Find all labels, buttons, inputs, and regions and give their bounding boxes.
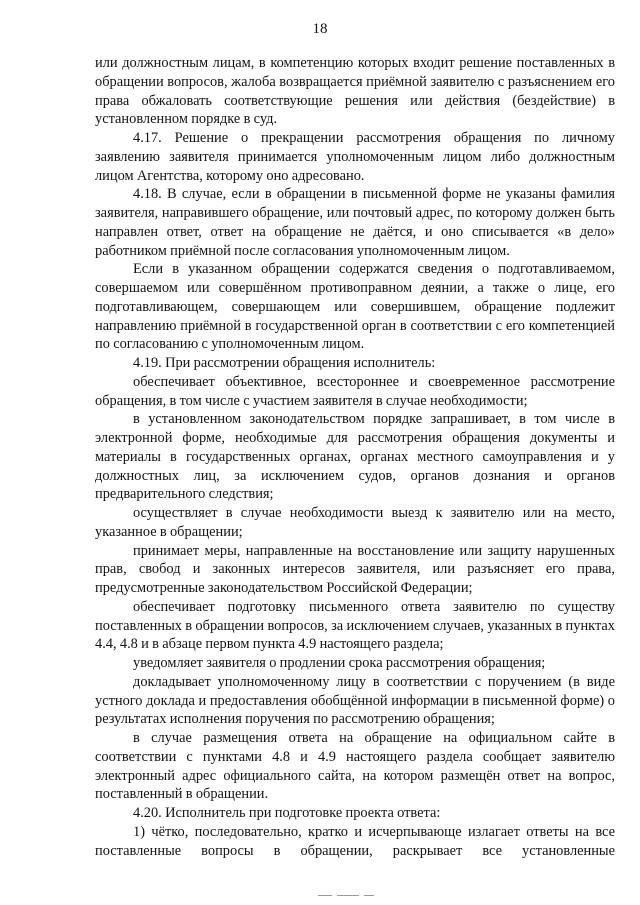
scan-mark [364, 895, 374, 896]
paragraph: 4.17. Решение о прекращении рассмотрения обращения по личному заявлению заявителя принимается уполномоченным лицом либо должностным лицом Агентства, которому оно адресовано. [95, 130, 615, 184]
paragraph: в установленном законодательством порядке запрашивает, в том числе в электронной форме, необходимые для рассмотрения обращения документы и материалы в государственных органах, органах местного самоуправления и у должностных лиц, за исключением судов, органов дознания и органов предварительного следствия; [95, 411, 615, 503]
paragraph: Если в указанном обращении содержатся сведения о подготавливаемом, совершаемом или совершённом противоправном деянии, а также о лице, его подготавливающем, совершающем или совершившем, обращение подлежит направлению приёмной в государственной орган в соответствии с его компетенцией по согласованию с уполномоченным лицом. [95, 261, 615, 353]
document-body [95, 54, 615, 860]
page-number: 18 [312, 21, 328, 37]
paragraph: осуществляет в случае необходимости выезд к заявителю или на место, указанное в обращении; [95, 505, 615, 540]
paragraph: 4.18. В случае, если в обращении в письменной форме не указаны фамилия заявителя, направившего обращение, или почтовый адрес, по которому должен быть направлен ответ, ответ на обращение не даётся, и оно списывается «в дело» работником приёмной после согласования уполномоченным лицом. [95, 186, 615, 259]
paragraph: докладывает уполномоченному лицу в соответствии с поручением (в виде устного доклада и предоставления обобщённой информации в письменной форме) о результатах исполнения поручения по рассмотрению обращения; [95, 673, 615, 728]
paragraph: 4.20. Исполнитель при подготовке проекта ответа: [133, 805, 441, 821]
paragraph: 4.19. При рассмотрении обращения исполнитель: [133, 355, 436, 371]
paragraph: уведомляет заявителя о продлении срока рассмотрения обращения; [133, 655, 546, 671]
scan-mark [318, 895, 332, 896]
paragraph: в случае размещения ответа на обращение на официальном сайте в соответствии с пунктами 4.8 и 4.9 настоящего раздела сообщает заявителю электронный адрес официального сайта, на котором размещён ответ на вопрос, поставленный в обращении. [95, 730, 615, 803]
scan-edge-marks [0, 895, 640, 899]
paragraph: 1) чётко, последовательно, кратко и исчерпывающе излагает ответы на все поставленные вопросы в обращении, раскрывает все установленные [95, 823, 615, 859]
paragraph: принимает меры, направленные на восстановление или защиту нарушенных прав, свобод и законных интересов заявителя, или разъясняет его права, предусмотренные законодательством Российской Федерации; [95, 542, 615, 596]
paragraph: обеспечивает подготовку письменного ответа заявителю по существу поставленных в обращении вопросов, за исключением случаев, указанных в пунктах 4.4, 4.8 и в абзаце первом пункта 4.9 настоящего раздела; [95, 598, 615, 653]
scan-mark [337, 895, 359, 896]
paragraph: обеспечивает объективное, всестороннее и своевременное рассмотрение обращения, в том числе с участием заявителя в случае необходимости; [95, 373, 615, 409]
paragraph: или должностным лицам, в компетенцию которых входит решение поставленных в обращении вопросов, жалоба возвращается приёмной заявителю с разъяснением его права обжаловать соответствующие решения или действия (бездействие) в установленном порядке в суд. [95, 55, 615, 128]
